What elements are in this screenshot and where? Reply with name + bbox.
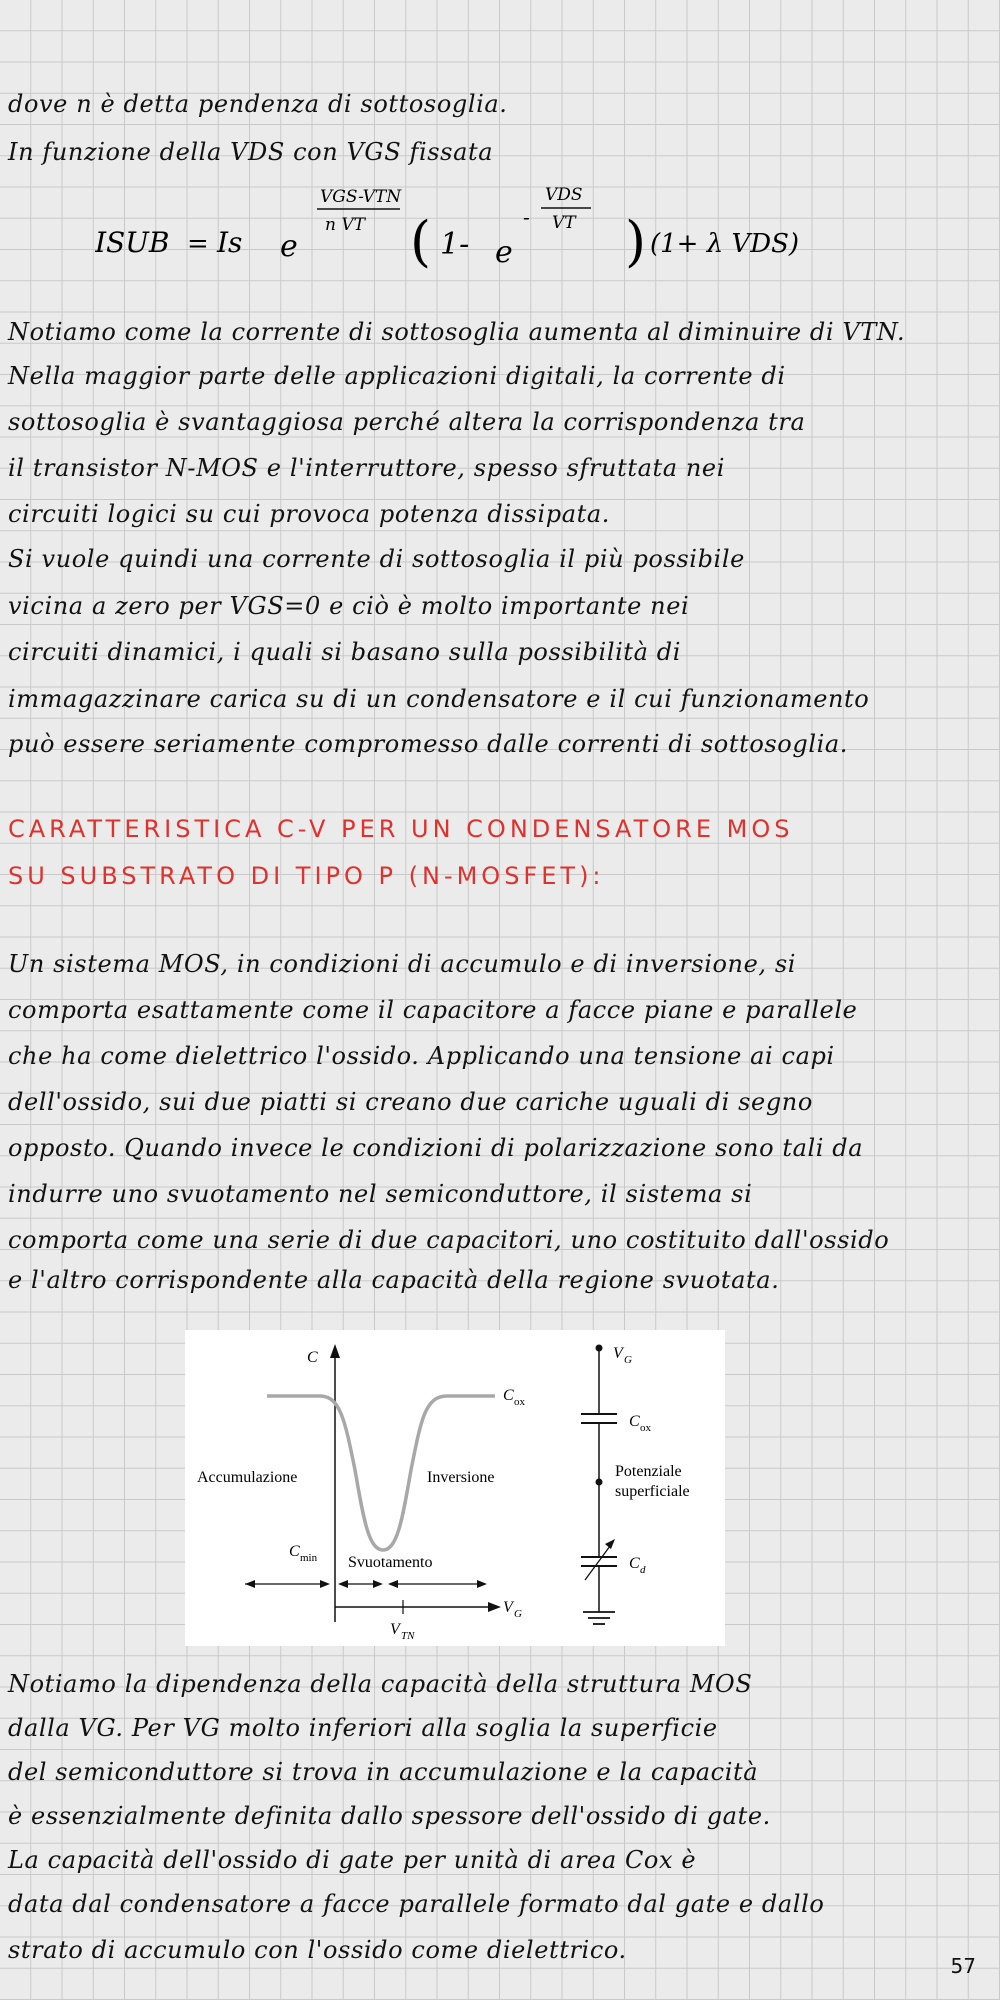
para1-line-6: Si vuole quindi una corrente di sottosoglia il più possibile bbox=[8, 545, 745, 573]
vg-axis-label: V bbox=[503, 1599, 513, 1616]
formula-is: Is bbox=[217, 226, 243, 259]
formula-paren-close: ) bbox=[625, 210, 647, 270]
formula-equals: = bbox=[187, 229, 209, 259]
para3-line-7: strato di accumulo con l'ossido come dielettrico. bbox=[8, 1936, 627, 1964]
para2-line-2: comporta esattamente come il capacitore a facce piane e parallele bbox=[8, 996, 858, 1024]
section-heading-line-1: CARATTERISTICA C-V PER UN CONDENSATORE MOS bbox=[8, 815, 794, 843]
potenziale-label-2: superficiale bbox=[615, 1483, 690, 1500]
formula-minus: - bbox=[523, 205, 530, 229]
accumulazione-label: Accumulazione bbox=[197, 1469, 298, 1486]
intro-line-1: dove n è detta pendenza di sottosoglia. bbox=[8, 90, 508, 118]
page-number: 57 bbox=[950, 1954, 976, 1978]
para1-line-10: può essere seriamente compromesso dalle correnti di sottosoglia. bbox=[8, 730, 849, 758]
para2-line-1: Un sistema MOS, in condizioni di accumulo e di inversione, si bbox=[8, 950, 797, 978]
para3-line-3: del semiconduttore si trova in accumulazione e la capacità bbox=[8, 1758, 759, 1786]
vg-axis-arrow bbox=[488, 1602, 501, 1612]
para1-line-5: circuiti logici su cui provoca potenza dissipata. bbox=[8, 500, 611, 528]
c-axis-arrow bbox=[330, 1344, 340, 1358]
formula-exp2-num: VDS bbox=[545, 185, 583, 205]
cox-label: C bbox=[503, 1387, 514, 1404]
para3-line-1: Notiamo la dipendenza della capacità della struttura MOS bbox=[8, 1670, 753, 1698]
formula-one-minus: 1- bbox=[440, 227, 470, 262]
para1-line-1: Notiamo come la corrente di sottosoglia aumenta al diminuire di VTN. bbox=[8, 318, 906, 346]
para3-line-2: dalla VG. Per VG molto inferiori alla soglia la superficie bbox=[8, 1714, 718, 1742]
section-heading-line-2: SU SUBSTRATO DI TIPO P (N-MOSFET): bbox=[8, 862, 605, 890]
cmin-label: C bbox=[289, 1543, 300, 1560]
formula-e2: e bbox=[495, 235, 513, 270]
vg-axis-sub: G bbox=[514, 1608, 522, 1620]
para3-line-6: data dal condensatore a facce parallele formato dal gate e dallo bbox=[8, 1890, 825, 1918]
vtn-label: V bbox=[390, 1621, 400, 1638]
vtn-sub: TN bbox=[401, 1630, 415, 1642]
cv-figure bbox=[185, 1330, 725, 1646]
inversione-label: Inversione bbox=[427, 1469, 495, 1486]
formula-paren-open: ( bbox=[410, 210, 432, 270]
formula-exp2-den: VT bbox=[552, 213, 576, 233]
cmin-sub: min bbox=[300, 1552, 318, 1564]
formula-tail: (1+ λ VDS) bbox=[650, 229, 800, 259]
formula-e1: e bbox=[280, 229, 298, 264]
para1-line-2: Nella maggior parte delle applicazioni digitali, la corrente di bbox=[8, 362, 786, 390]
intro-line-2: In funzione della VDS con VGS fissata bbox=[8, 138, 494, 166]
svuotamento-label: Svuotamento bbox=[348, 1554, 433, 1571]
circuit-cox-label: C bbox=[629, 1413, 640, 1430]
cox-sub: ox bbox=[514, 1396, 525, 1408]
para3-line-4: è essenzialmente definita dallo spessore dell'ossido di gate. bbox=[8, 1802, 771, 1830]
para1-line-4: il transistor N-MOS e l'interruttore, spesso sfruttata nei bbox=[8, 454, 725, 482]
para1-line-7: vicina a zero per VGS=0 e ciò è molto importante nei bbox=[8, 592, 690, 620]
potenziale-label-1: Potenziale bbox=[615, 1463, 682, 1480]
para2-line-5: opposto. Quando invece le condizioni di polarizzazione sono tali da bbox=[8, 1134, 864, 1162]
surface-node bbox=[596, 1479, 603, 1486]
formula-isub: ISUB bbox=[95, 226, 170, 259]
para2-line-6: indurre uno svuotamento nel semiconduttore, il sistema si bbox=[8, 1180, 753, 1208]
para2-line-4: dell'ossido, sui due piatti si creano due cariche uguali di segno bbox=[8, 1088, 813, 1116]
para1-line-9: immagazzinare carica su di un condensatore e il cui funzionamento bbox=[8, 685, 870, 713]
para2-line-8: e l'altro corrispondente alla capacità della regione svuotata. bbox=[8, 1266, 780, 1294]
circuit-vg-label: V bbox=[613, 1345, 623, 1362]
circuit-cox-sub: ox bbox=[640, 1422, 651, 1434]
circuit-cd-sub: d bbox=[640, 1564, 646, 1576]
para2-line-7: comporta come una serie di due capacitori, uno costituito dall'ossido bbox=[8, 1226, 890, 1254]
circuit-vg-sub: G bbox=[624, 1354, 632, 1366]
para1-line-8: circuiti dinamici, i quali si basano sulla possibilità di bbox=[8, 638, 681, 666]
para2-line-3: che ha come dielettrico l'ossido. Applicando una tensione ai capi bbox=[8, 1042, 835, 1070]
subthreshold-formula bbox=[95, 180, 855, 270]
circuit-cd-label: C bbox=[629, 1555, 640, 1572]
c-axis-label: C bbox=[307, 1349, 318, 1366]
formula-exp-num: VGS-VTN bbox=[320, 187, 402, 207]
formula-exp-den: n VT bbox=[325, 215, 365, 235]
para3-line-5: La capacità dell'ossido di gate per unità di area Cox è bbox=[8, 1846, 697, 1874]
para1-line-3: sottosoglia è svantaggiosa perché altera la corrispondenza tra bbox=[8, 408, 806, 436]
